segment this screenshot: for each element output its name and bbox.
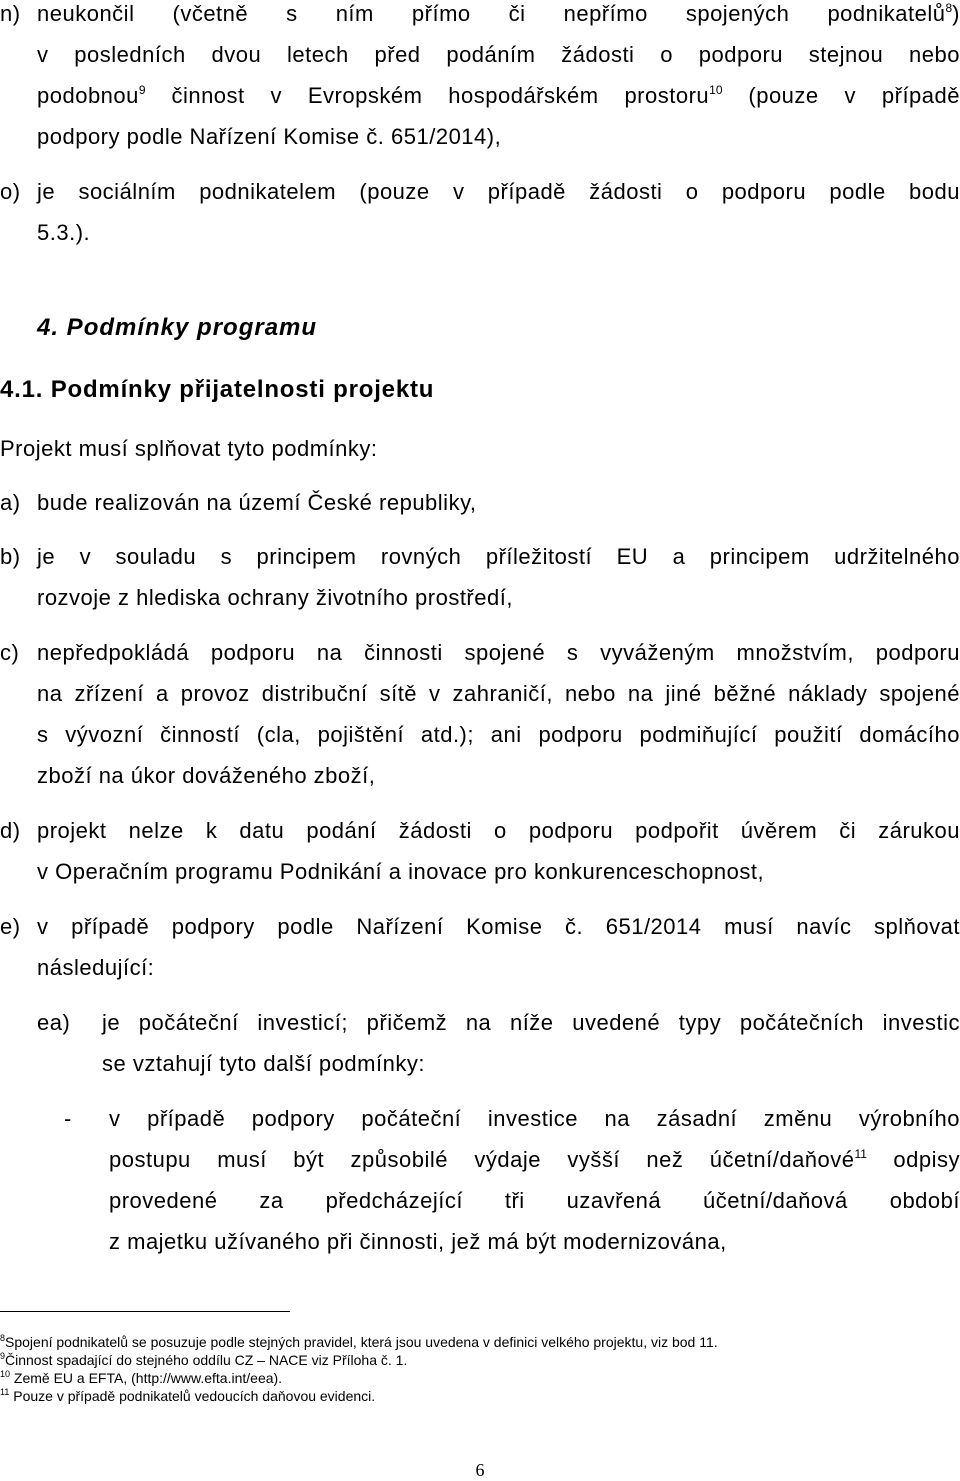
text-line: bude realizován na území České republiky, — [37, 490, 477, 515]
text-line: nepředpokládá podporu na činnosti spojené s vyváženým množstvím, podporu — [37, 640, 960, 665]
text-line: následující: — [37, 955, 155, 980]
text-line: se vztahují tyto další podmínky: — [102, 1051, 425, 1076]
page-number: 6 — [475, 1460, 485, 1480]
text-line: je sociálním podnikatelem (pouze v případě žádosti o podporu podle bodu — [37, 179, 960, 204]
footnote-ref: 8 — [945, 1, 953, 15]
item-label: d) — [0, 818, 21, 843]
footnote: $^{10}$ Země EU a EFTA, (http://www.efta.int/eea). — [0, 1369, 283, 1386]
item-label: n) — [0, 1, 21, 26]
dash-item — [64, 1098, 960, 1262]
item-o — [0, 171, 960, 253]
footnote-ref: 10 — [709, 83, 723, 97]
text-line: podobnou$^9$ činnost v Evropském hospodářském prostoru$^{10}$ (pouze v případě — [37, 83, 960, 108]
text-line: projekt nelze k datu podání žádosti o podporu podpořit úvěrem či zárukou — [37, 818, 960, 843]
item-label: b) — [0, 544, 21, 569]
item-n — [0, 0, 960, 157]
footnote-ref: 9 — [138, 83, 146, 97]
item-label: - — [64, 1106, 72, 1131]
footnote: $^9$Činnost spadající do stejného oddílu CZ – NACE viz Příloha č. 1. — [0, 1351, 408, 1368]
text-line: podpory podle Nařízení Komise č. 651/2014), — [37, 124, 502, 149]
condition-a — [0, 482, 960, 523]
text-line: je počáteční investicí; přičemž na níže uvedené typy počátečních investic — [102, 1010, 960, 1035]
footnote: $^8$Spojení podnikatelů se posuzuje podle stejných pravidel, která jsou uvedena v definici velkého projektu, viz bod 11. — [0, 1333, 718, 1350]
text-line: v Operačním programu Podnikání a inovace pro konkurenceschopnost, — [37, 859, 765, 884]
footnote-separator — [0, 1311, 290, 1312]
subsection-heading: 4.1. Podmínky přijatelnosti projektu — [0, 376, 435, 403]
text-line: zboží na úkor dováženého zboží, — [37, 763, 376, 788]
section-heading: 4. Podmínky programu — [37, 314, 318, 341]
text-line: v případě podpory počáteční investice na zásadní změnu výrobního — [109, 1106, 960, 1131]
text-line: v případě podpory podle Nařízení Komise č. 651/2014 musí navíc splňovat — [37, 914, 960, 939]
item-label: e) — [0, 914, 21, 939]
text-line: neukončil (včetně s ním přímo či nepřímo spojených podnikatelů$^8$) — [37, 1, 960, 26]
text-line: na zřízení a provoz distribuční sítě v zahraničí, nebo na jiné běžné náklady spojené — [37, 681, 960, 706]
footnotes — [0, 1333, 960, 1405]
item-label: ea) — [37, 1010, 71, 1035]
text-line: je v souladu s principem rovných příležitostí EU a principem udržitelného — [37, 544, 960, 569]
item-label: c) — [0, 640, 20, 665]
condition-c — [0, 632, 960, 796]
condition-b — [0, 536, 960, 618]
text-line: postupu musí být způsobilé výdaje vyšší než účetní/daňové$^{11}$ odpisy — [109, 1147, 960, 1172]
intro-text: Projekt musí splňovat tyto podmínky: — [0, 436, 378, 461]
footnote: $^{11}$ Pouze v případě podnikatelů vedoucích daňovou evidenci. — [0, 1387, 376, 1404]
condition-ea — [37, 1002, 960, 1084]
condition-d — [0, 810, 960, 892]
text-line: rozvoje z hlediska ochrany životního prostředí, — [37, 585, 513, 610]
item-label: a) — [0, 490, 21, 515]
text-line: 5.3.). — [37, 220, 91, 245]
condition-e — [0, 906, 960, 988]
footnote-ref: 11 — [854, 1147, 867, 1161]
text-line: s vývozní činností (cla, pojištění atd.); ani podporu podmiňující použití domácího — [37, 722, 960, 747]
text-line: provedené za předcházející tři uzavřená účetní/daňová období — [109, 1188, 960, 1213]
item-label: o) — [0, 179, 21, 204]
text-line: z majetku užívaného při činnosti, jež má být modernizována, — [109, 1229, 727, 1254]
text-line: v posledních dvou letech před podáním žádosti o podporu stejnou nebo — [37, 42, 960, 67]
